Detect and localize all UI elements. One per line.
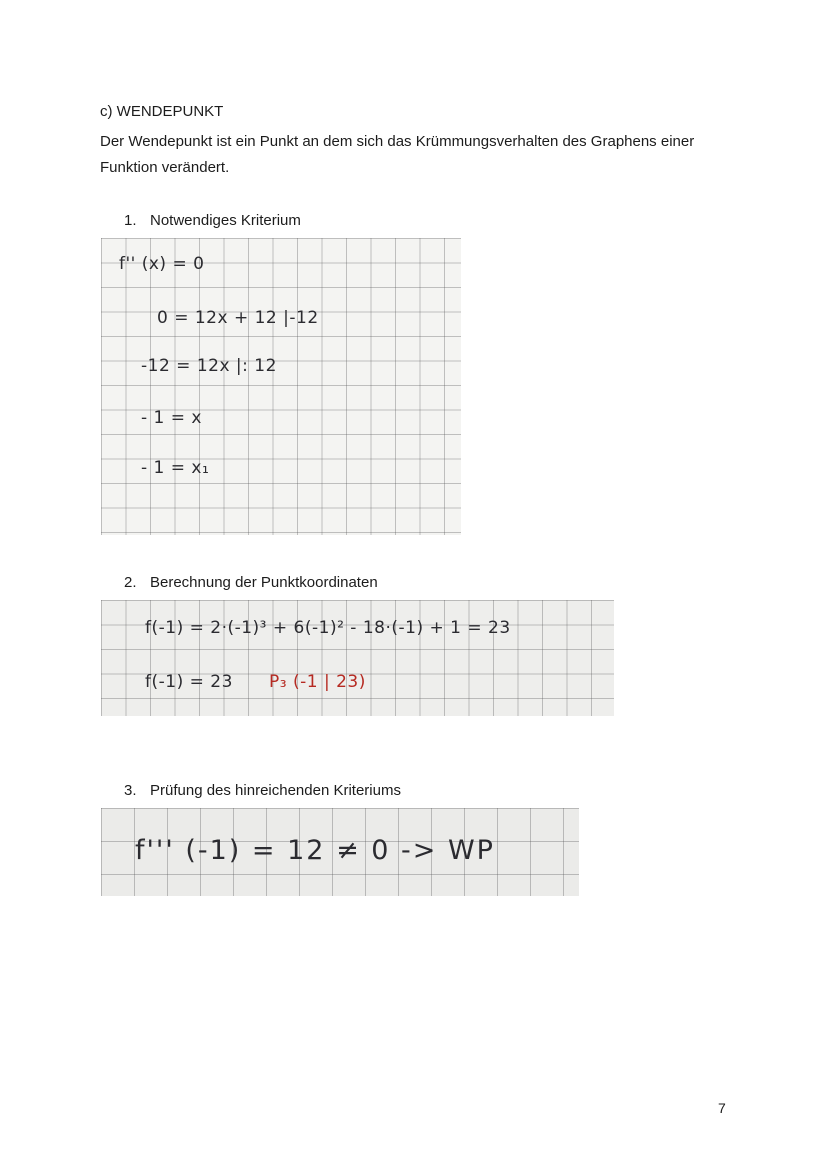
equation-line: f(-1) = 23: [145, 672, 233, 692]
step-1-heading: [124, 212, 301, 229]
intro-paragraph: Der Wendepunkt ist ein Punkt an dem sich das Krümmungsverhalten des Graphens einer Funktion verändert.: [100, 133, 695, 176]
equation-line: f(-1) = 2·(-1)³ + 6(-1)² - 18·(-1) + 1 = 23: [145, 618, 511, 638]
step-1-number: 1.: [124, 212, 137, 229]
equation-line: 0 = 12x + 12 |-12: [157, 308, 319, 328]
handwritten-notes-photo-3: [101, 808, 579, 896]
handwritten-notes-photo-1: [101, 238, 461, 535]
equation-line: f''' (-1) = 12 ≠ 0 -> WP: [135, 835, 495, 866]
equation-line: - 1 = x₁: [141, 458, 210, 478]
step-2-heading: [124, 574, 378, 591]
section-title: c) WENDEPUNKT: [100, 103, 224, 120]
step-2-number: 2.: [124, 574, 137, 591]
handwritten-notes-photo-2: [101, 600, 614, 716]
step-3-heading: [124, 782, 401, 799]
equation-line: f'' (x) = 0: [119, 254, 205, 274]
turning-point-label: P₃ (-1 | 23): [269, 672, 366, 692]
equation-line: - 1 = x: [141, 408, 202, 428]
equation-line: -12 = 12x |: 12: [141, 356, 277, 376]
page-number: 7: [718, 1100, 726, 1116]
step-2-title: Berechnung der Punktkoordinaten: [150, 574, 378, 591]
step-3-number: 3.: [124, 782, 137, 799]
step-1-title: Notwendiges Kriterium: [150, 212, 301, 229]
step-3-title: Prüfung des hinreichenden Kriteriums: [150, 782, 401, 799]
